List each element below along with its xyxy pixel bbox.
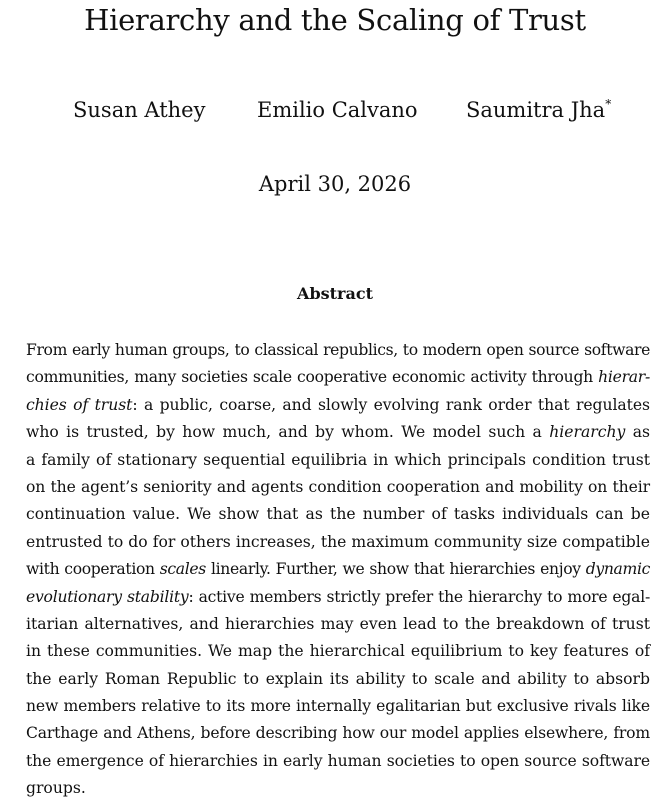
abstract-text: From early human groups, to classical republics, to modern open source software	[26, 341, 650, 359]
abstract-text: communities, many societies scale cooperative economic activity through	[26, 368, 599, 387]
author-name	[257, 96, 418, 124]
abstract-text: linearly. Further, we show that hierarchies enjoy	[205, 560, 586, 579]
paper-title: Hierarchy and the Scaling of Trust	[84, 3, 586, 37]
abstract-line	[26, 720, 650, 747]
author-name-text: Saumitra Jha	[466, 98, 606, 122]
author-name	[73, 96, 205, 124]
abstract-line	[26, 529, 650, 556]
abstract-line	[26, 501, 650, 528]
abstract-italic-text: hierar-	[598, 368, 650, 387]
author-list	[0, 96, 670, 124]
abstract-text: a family of stationary sequential equilibria in which principals condition trust	[26, 450, 650, 469]
abstract-text: who is trusted, by how much, and by whom. We model such a	[26, 423, 550, 442]
abstract-body	[26, 337, 650, 803]
abstract-text: : a public, coarse, and slowly evolving rank order that regulates	[132, 395, 650, 414]
abstract-line	[26, 693, 650, 720]
abstract-text: on the agent’s seniority and agents condition cooperation and mobility on their	[26, 477, 650, 496]
abstract-line	[26, 611, 650, 638]
abstract-text: with cooperation	[26, 560, 160, 579]
abstract-text: groups.	[26, 779, 86, 798]
publication-date: April 30, 2026	[258, 172, 412, 196]
abstract-line	[26, 364, 650, 391]
author-name-text: Susan Athey	[73, 98, 206, 122]
abstract-text: continuation value. We show that as the number of tasks individuals can be	[26, 505, 650, 524]
abstract-line	[26, 474, 650, 501]
abstract-text: Carthage and Athens, before describing how our model applies elsewhere, from	[26, 724, 650, 743]
abstract-line	[26, 392, 650, 419]
author-name	[466, 96, 611, 124]
abstract-line	[26, 666, 650, 693]
abstract-text: itarian alternatives, and hierarchies may even lead to the breakdown of trust	[26, 614, 650, 633]
abstract-text: : active members strictly prefer the hierarchy to more egal-	[188, 587, 651, 606]
abstract-italic-text: scales	[159, 560, 206, 579]
abstract-italic-text: hierarchy	[549, 423, 626, 442]
abstract-text: in these communities. We map the hierarchical equilibrium to key features of	[26, 642, 650, 661]
abstract-line	[26, 748, 650, 775]
author-footnote-mark: *	[605, 97, 612, 111]
abstract-line	[26, 337, 650, 364]
abstract-italic-text: chies of trust	[26, 395, 133, 414]
abstract-heading: Abstract	[297, 284, 373, 303]
abstract-text: as	[625, 423, 650, 442]
abstract-line	[26, 775, 650, 802]
author-name-text: Emilio Calvano	[257, 98, 418, 122]
abstract-text: the early Roman Republic to explain its ability to scale and ability to absorb	[26, 669, 650, 688]
abstract-line	[26, 447, 650, 474]
abstract-italic-text: dynamic	[585, 560, 650, 579]
abstract-line	[26, 419, 650, 446]
abstract-text: the emergence of hierarchies in early human societies to open source software	[26, 751, 650, 770]
abstract-line	[26, 638, 650, 665]
abstract-line	[26, 584, 650, 611]
abstract-text: new members relative to its more internally egalitarian but exclusive rivals like	[26, 697, 650, 716]
abstract-italic-text: evolutionary stability	[26, 587, 189, 606]
abstract-text: entrusted to do for others increases, the maximum community size compatible	[26, 532, 650, 551]
abstract-line	[26, 556, 650, 583]
